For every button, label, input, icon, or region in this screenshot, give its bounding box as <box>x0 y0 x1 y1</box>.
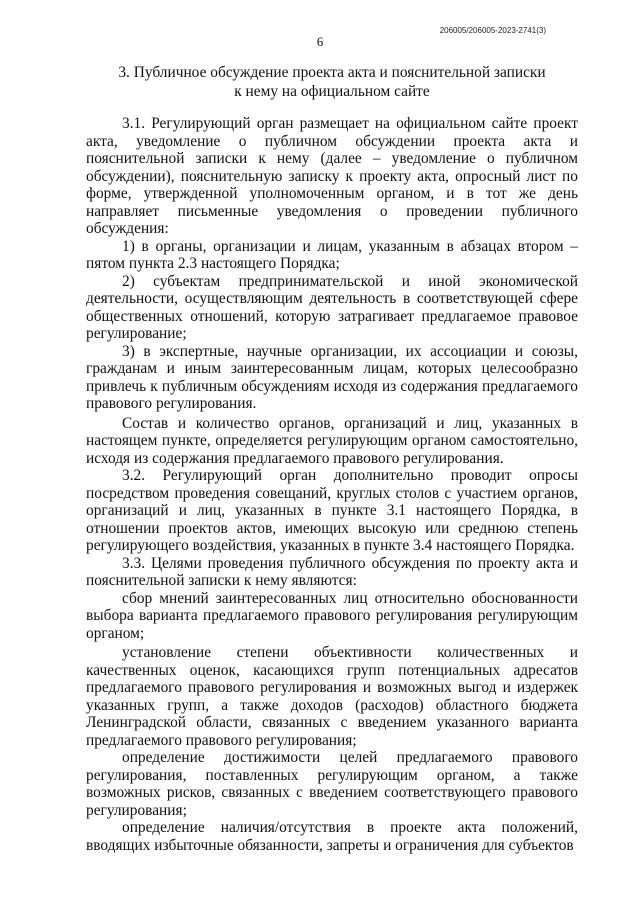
paragraph-3-1: 3.1. Регулирующий орган размещает на официальном сайте проект акта, уведомление о публичном обсуждении проекта акта и пояснительной записки к нему (далее – уведомление о публичном обсуждении), пояснительную записку к проекту акта, опросный лист по форме, утвержденной уполномоченным органом, и в тот же день направляет письменные уведомления о проведении публичного обсуждения: <box>86 115 578 237</box>
list-item-1: 1) в органы, организации и лицам, указанным в абзацах втором – пятом пункта 2.3 настоящего Порядка; <box>86 237 578 272</box>
page-number: 6 <box>316 34 324 49</box>
document-body <box>86 115 578 854</box>
section-heading-line-1: 3. Публичное обсуждение проекта акта и пояснительной записки <box>118 64 546 81</box>
registration-number: 206005/206005-2023-2741(3) <box>439 26 546 35</box>
section-heading <box>86 63 578 101</box>
goal-item-objectivity: установление степени объективности количественных и качественных оценок, касающихся групп потенциальных адресатов предлагаемого правового регулирования и возможных выгод и издержек указанных групп, а также доходов (расходов) областного бюджета Ленинградской области, связанных с введением указанного варианта предлагаемого правового регулирования; <box>86 644 578 749</box>
list-item-3: 3) в экспертные, научные организации, их ассоциации и союзы, гражданам и иным заинтересованным лицам, которых целесообразно привлечь к публичным обсуждениям исходя из содержания предлагаемого правового регулирования. <box>86 342 578 412</box>
goal-item-achievability: определение достижимости целей предлагаемого правового регулирования, поставленных регулирующим органом, а также возможных рисков, связанных с введением соответствующего правового регулирования; <box>86 749 578 819</box>
paragraph-3-2: 3.2. Регулирующий орган дополнительно проводит опросы посредством проведения совещаний, круглых столов с участием органов, организаций и лиц, указанных в пункте 3.1 настоящего Порядка, в отношении проектов актов, имеющих высокую или среднюю степень регулирующего воздействия, указанных в пункте 3.4 настоящего Порядка. <box>86 467 578 554</box>
paragraph-composition: Состав и количество органов, организаций и лиц, указанных в настоящем пункте, определяется регулирующим органом самостоятельно, исходя из содержания предлагаемого правового регулирования. <box>86 414 578 467</box>
section-heading-line-2: к нему на официальном сайте <box>234 83 430 100</box>
list-item-2: 2) субъектам предпринимательской и иной экономической деятельности, осуществляющим деятельность в соответствующей сфере общественных отношений, которую затрагивает предлагаемое правовое регулирование; <box>86 272 578 342</box>
goal-item-opinions: сбор мнений заинтересованных лиц относительно обоснованности выбора варианта предлагаемого правового регулирования регулирующим органом; <box>86 589 578 642</box>
paragraph-3-3: 3.3. Целями проведения публичного обсуждения по проекту акта и пояснительной записки к нему являются: <box>86 554 578 589</box>
goal-item-excessive-obligations: определение наличия/отсутствия в проекте акта положений, вводящих избыточные обязанности, запреты и ограничения для субъектов <box>86 819 578 854</box>
